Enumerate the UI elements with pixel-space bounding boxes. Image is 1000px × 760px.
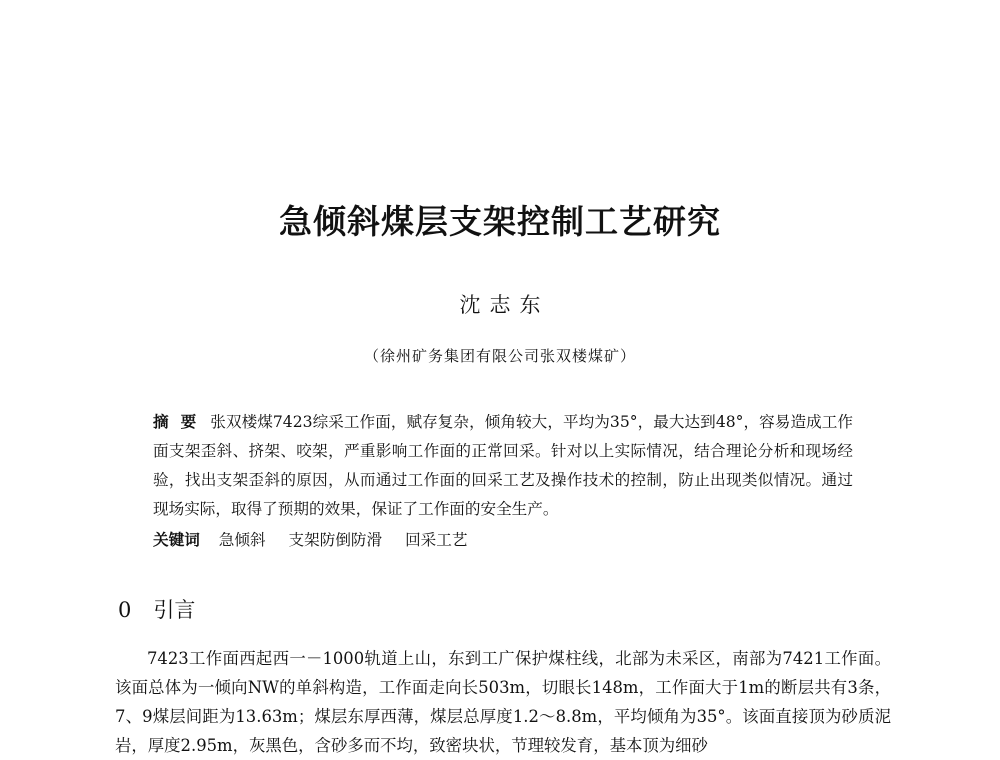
section-heading [118,594,195,624]
section-title: 引言 [153,598,196,622]
keywords [153,526,485,555]
keyword-item: 急倾斜 [218,531,266,549]
section-number: 0 [118,598,132,622]
abstract-label: 摘要 [153,413,209,431]
abstract [153,408,853,524]
keyword-item: 支架防倒防滑 [288,531,383,549]
author-name: 沈志东 [459,293,550,317]
paper-title: 急倾斜煤层支架控制工艺研究 [279,202,721,241]
author-affiliation: （徐州矿务集团有限公司张双楼煤矿） [363,347,636,365]
keyword-item: 回采工艺 [405,531,468,549]
abstract-text: 张双楼煤7423综采工作面，赋存复杂，倾角较大，平均为35°，最大达到48°，容易造成工作面支架歪斜、挤架、咬架，严重影响工作面的正常回采。针对以上实际情况，结合理论分析和现场经验，找出支架歪斜的原因，从而通过工作面的回采工艺及操作技术的控制，防止出现类似情况。通过现场实际，取得了预期的效果，保证了工作面的安全生产。 [153,413,853,518]
keywords-label: 关键词 [153,531,200,549]
body-paragraph: 7423工作面西起西一－1000轨道上山，东到工广保护煤柱线，北部为未采区，南部为7421工作面。该面总体为一倾向NW的单斜构造，工作面走向长503m，切眼长148m，工作面大于1m的断层共有3条，7、9煤层间距为13.63m；煤层东厚西薄，煤层总厚度1.2～8.8m，平均倾角为35°。该面直接顶为砂质泥岩，厚度2.95m，灰黑色，含砂多而不均，致密块状，节理较发育，基本顶为细砂 [115,649,891,755]
